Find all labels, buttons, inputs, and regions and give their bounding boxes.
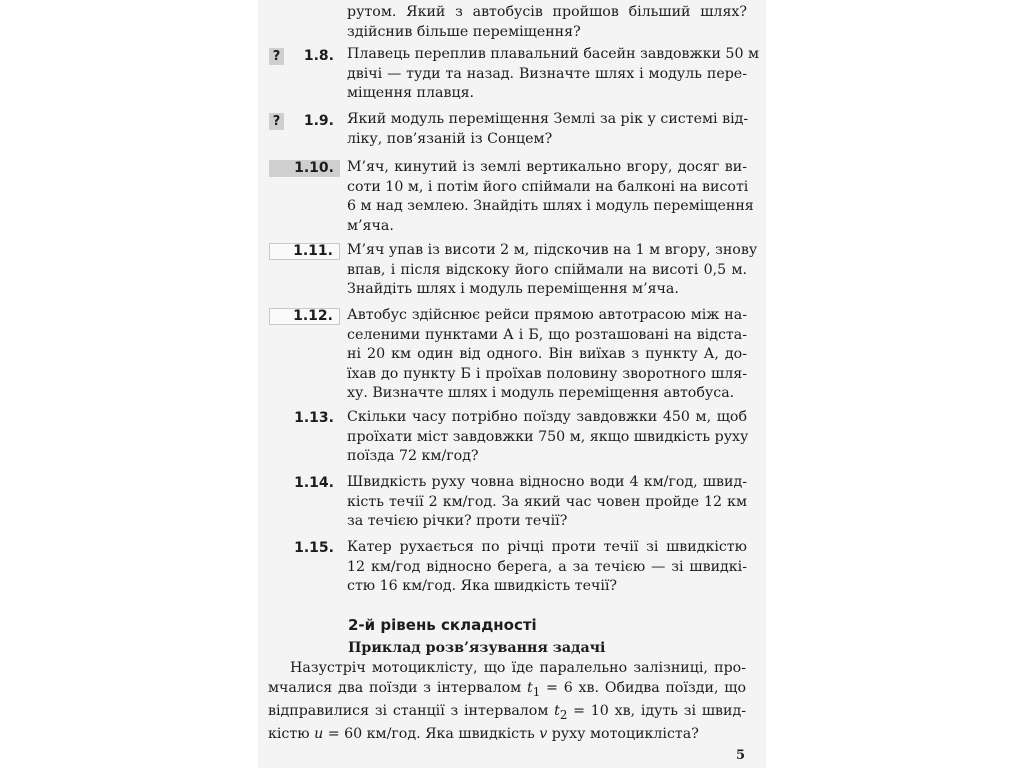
task-number-badge: 1.11. <box>269 243 340 260</box>
task-line: ні 20 км один від одного. Він виїхав з пункту А, до- <box>347 346 747 363</box>
task-text <box>347 538 747 597</box>
intro-line-2: здійснив більше переміщення? <box>347 23 581 40</box>
task-line: ху. Визначте шлях і модуль переміщення автобуса. <box>347 385 735 402</box>
task-line: Швидкість руху човна відносно води 4 км/год, швид- <box>347 474 747 490</box>
task-line: Плавець переплив плавальний басейн завдовжки 50 м <box>347 46 760 62</box>
text-run: = 10 хв, ідуть зі швид- <box>567 703 746 720</box>
subscript: 2 <box>559 707 568 722</box>
task-number: 1.9. <box>303 113 334 129</box>
task-text <box>347 45 760 104</box>
question-marker: ? <box>269 48 284 65</box>
page-number: 5 <box>736 748 746 763</box>
task-number: 1.14. <box>294 475 334 491</box>
task-number: 1.15. <box>294 540 334 556</box>
example-line-4 <box>268 725 746 745</box>
text-run: мчалися два поїзди з інтервалом <box>268 679 527 696</box>
example-problem <box>268 659 746 745</box>
variable: v <box>539 726 548 743</box>
task-line: м’яча. <box>347 217 394 234</box>
question-marker: ? <box>269 113 284 130</box>
text-run: = 60 км/год. Яка швидкість <box>323 726 540 743</box>
intro-line-1: рутом. Який з автобусів пройшов більший шлях? <box>347 4 747 20</box>
variable: t <box>554 703 560 720</box>
intro-text <box>347 3 747 42</box>
task-line: поїзда 72 км/год? <box>347 448 479 465</box>
task-number: 1.8. <box>303 48 334 64</box>
task-line: їхав до пункту Б і проїхав половину зворотного шля- <box>347 365 747 382</box>
task-line: Скільки часу потрібно поїзду завдовжки 450 м, щоб <box>347 409 747 425</box>
task-line: Катер рухається по річці проти течії зі швидкістю <box>347 539 747 555</box>
task-line: ліку, пов’язаній із Сонцем? <box>347 130 553 147</box>
text-run: відправилися зі станції з інтервалом <box>268 703 555 720</box>
task-line: стю 16 км/год. Яка швидкість течії? <box>347 578 618 595</box>
task-line: Який модуль переміщення Землі за рік у системі від- <box>347 111 749 127</box>
task-line: впав, і після відскоку його спіймали на висоті 0,5 м. <box>347 261 747 278</box>
task-line: двічі — туди та назад. Визначте шлях і модуль пере- <box>347 65 747 82</box>
task-line: Знайдіть шлях і модуль переміщення м’яча. <box>347 281 679 298</box>
task-line: М’яч упав із висоти 2 м, підскочив на 1 м вгору, знову <box>347 242 758 258</box>
task-line: 6 м над землею. Знайдіть шлях і модуль переміщення <box>347 198 754 215</box>
text-run: кістю <box>268 726 315 743</box>
task-line: М’яч, кинутий із землі вертикально вгору, досяг ви- <box>347 159 747 175</box>
task-number-badge: 1.12. <box>269 308 340 325</box>
variable: t <box>527 679 533 696</box>
task-line: за течією річки? проти течії? <box>347 513 568 530</box>
task-text <box>347 158 754 236</box>
task-text <box>347 241 758 300</box>
task-line: Автобус здійснює рейси прямою автотрасою між на- <box>347 307 747 323</box>
task-line: міщення плавця. <box>347 85 475 102</box>
section-heading: 2-й рівень складності <box>348 616 537 634</box>
task-line: кість течії 2 км/год. За який час човен пройде 12 км <box>347 493 747 510</box>
task-text <box>347 306 747 404</box>
example-line-1: Назустріч мотоциклісту, що їде паралельно залізниці, про- <box>290 660 746 676</box>
example-line-3 <box>268 702 746 725</box>
task-line: проїхати міст завдовжки 750 м, якщо швидкість руху <box>347 428 749 445</box>
task-text <box>347 110 747 149</box>
task-number-badge: 1.10. <box>269 160 340 177</box>
task-line: селеними пунктами А і Б, що розташовані на відста- <box>347 326 747 343</box>
task-line: 12 км/год відносно берега, а за течією — зі швидкі- <box>347 558 747 575</box>
task-text <box>347 408 747 467</box>
text-run: = 6 хв. Обидва поїзди, що <box>540 679 746 696</box>
example-line-2 <box>268 679 746 702</box>
task-number: 1.13. <box>294 410 334 426</box>
example-heading: Приклад розв’язування задачі <box>348 640 606 656</box>
task-line: соти 10 м, і потім його спіймали на балконі на висоті <box>347 178 749 195</box>
task-text <box>347 473 747 532</box>
variable: u <box>314 726 324 743</box>
text-run: руху мотоцикліста? <box>547 726 699 743</box>
subscript: 1 <box>532 684 541 699</box>
